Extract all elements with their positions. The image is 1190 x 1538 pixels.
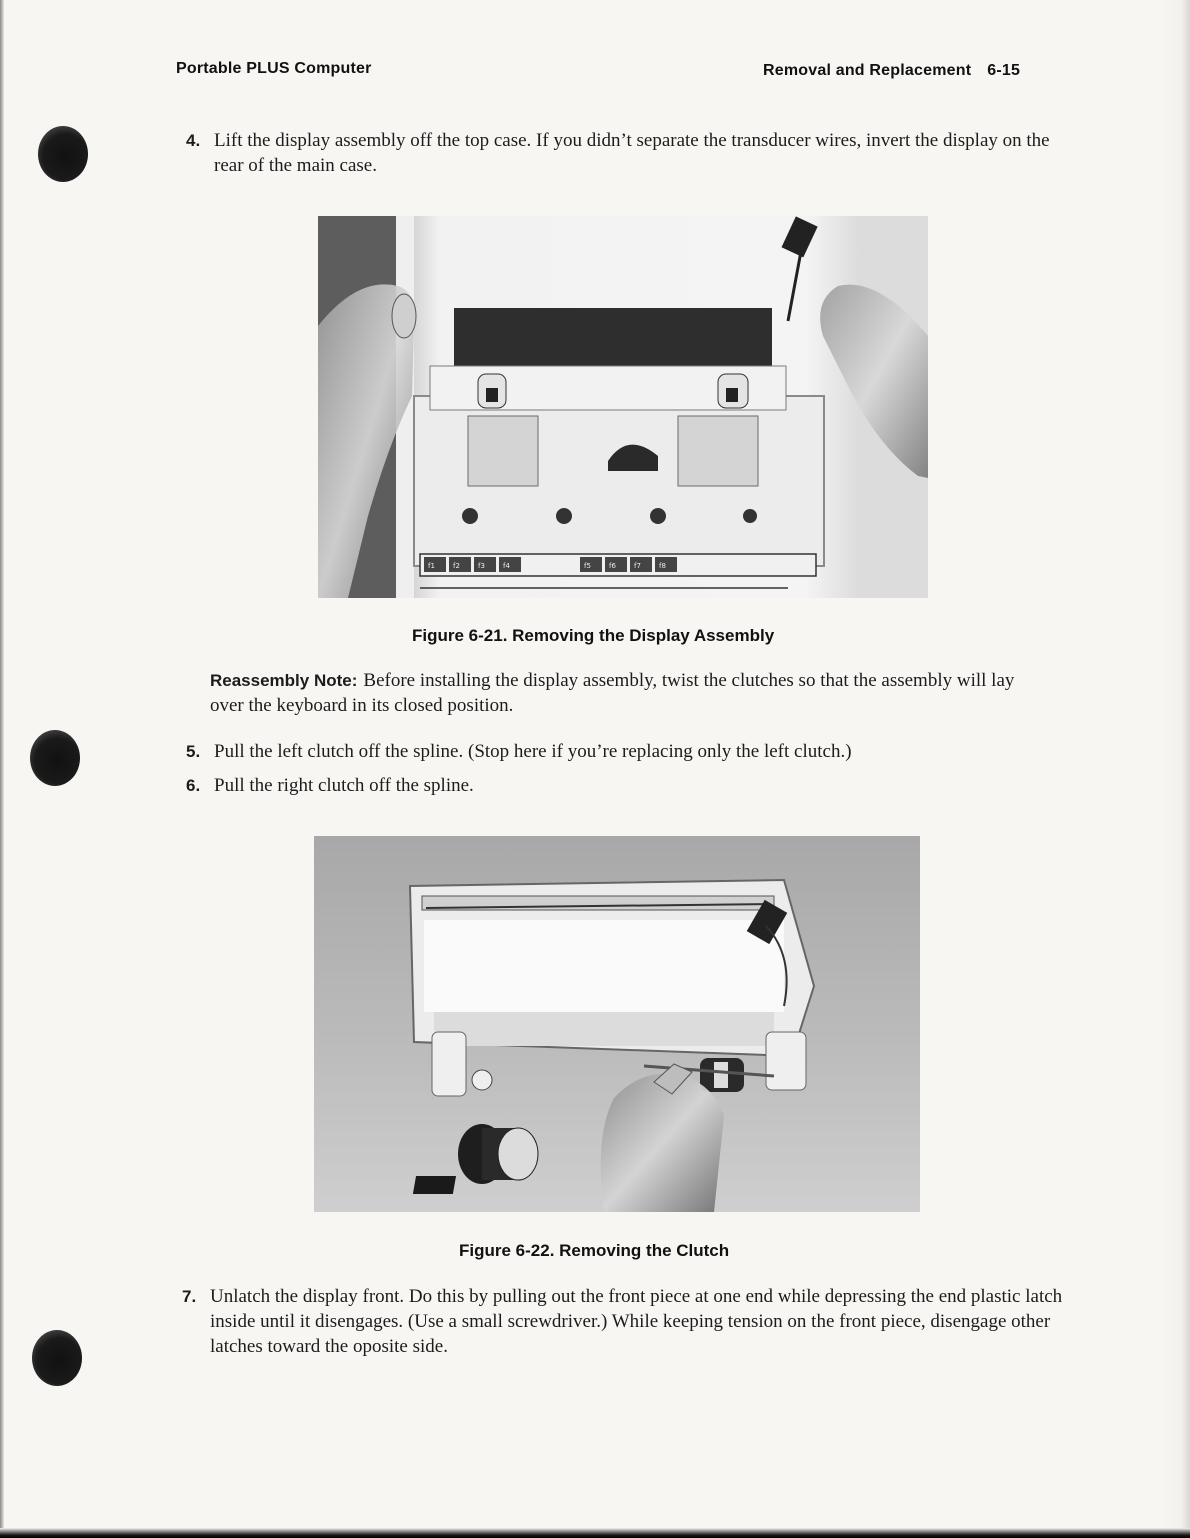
reassembly-note [210,668,1030,718]
key-label: f2 [453,562,460,570]
step-text: Lift the display assembly off the top case. If you didn’t separate the transducer wires, invert the display on the rear of the main case. [214,130,1050,176]
figure-6-22-photo [314,836,920,1212]
reassembly-note-text: Before installing the display assembly, twist the clutches so that the assembly will lay over the keyboard in its closed position. [210,670,1015,716]
page-edge-left [0,0,4,1538]
key-label: f4 [503,562,510,570]
step-number: 7. [182,1287,197,1306]
binder-hole-middle [30,730,80,786]
figure-6-21-caption: Figure 6-21. Removing the Display Assembly [412,626,775,645]
step-7 [182,1284,1064,1359]
step-number: 4. [186,131,201,150]
running-head-right [763,62,1020,80]
step-4 [186,128,1066,178]
step-text: Unlatch the display front. Do this by pulling out the front piece at one end while depressing the end plastic latch inside until it disengages. (Use a small screwdriver.) While keeping tension on the front piece, disengage other latches toward the oposite side. [210,1286,1063,1357]
step-6 [186,773,1066,798]
step-number: 6. [186,776,201,795]
page-number: 6-15 [987,62,1021,79]
page-edge-right [1160,0,1190,1538]
step-text: Pull the right clutch off the spline. [214,775,474,796]
key-label: f6 [609,562,616,570]
step-text: Pull the left clutch off the spline. (Stop here if you’re replacing only the left clutch.) [214,741,852,762]
section-title: Removal and Replacement [763,62,972,79]
step-number: 5. [186,742,201,761]
step-5 [186,739,1066,764]
page-edge-bottom [0,1528,1190,1538]
key-label: f7 [634,562,641,570]
key-label: f8 [659,562,666,570]
binder-hole-top [38,126,88,182]
running-head-left: Portable PLUS Computer [176,60,372,77]
binder-hole-bottom [32,1330,82,1386]
figure-6-22-caption: Figure 6-22. Removing the Clutch [459,1241,730,1260]
figure-6-21-photo [318,216,928,598]
key-label: f5 [584,562,591,570]
key-label: f1 [428,562,435,570]
reassembly-note-label: Reassembly Note: [210,671,358,690]
key-label: f3 [478,562,485,570]
